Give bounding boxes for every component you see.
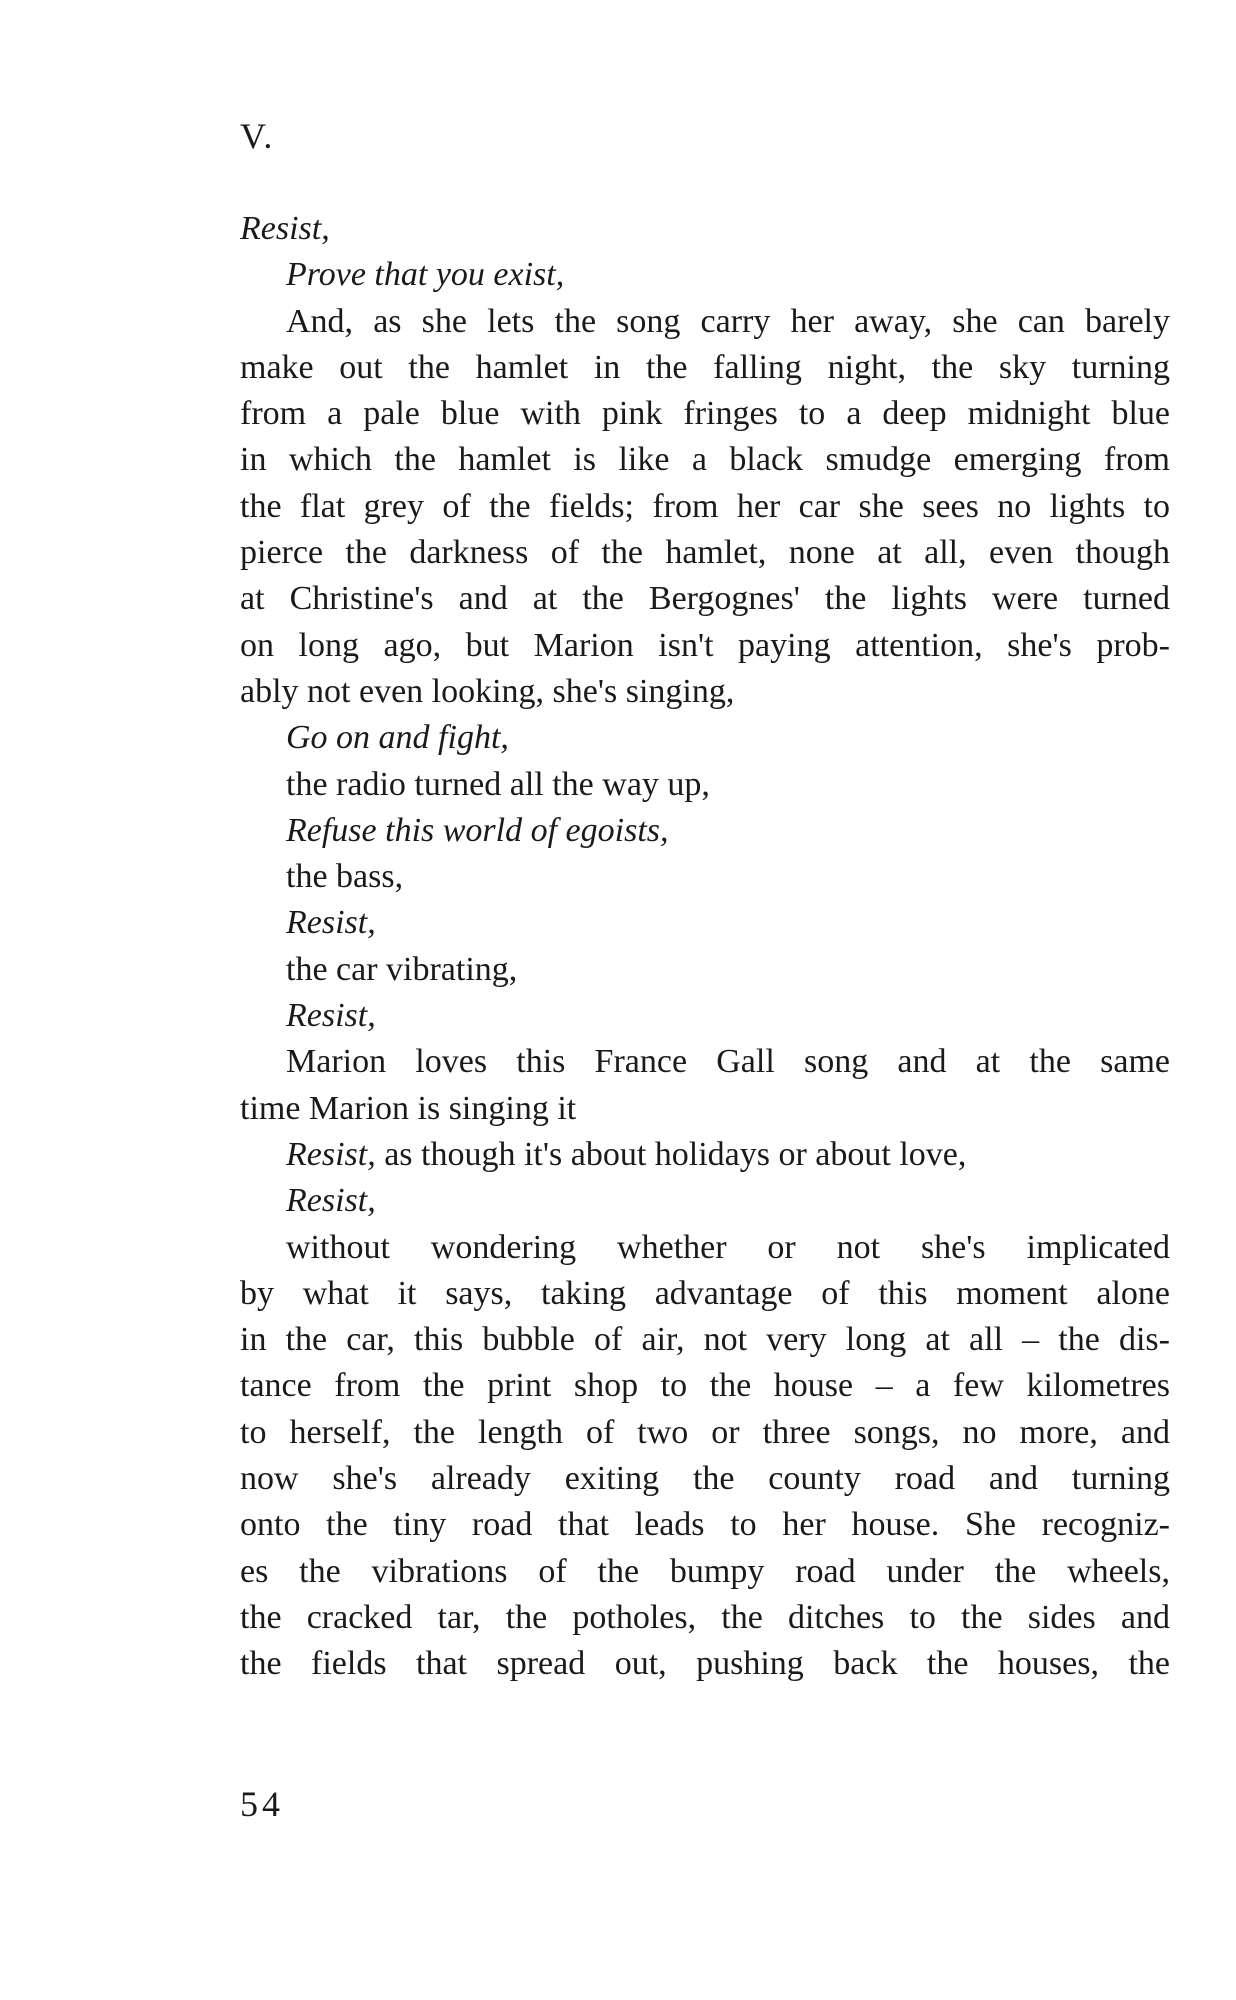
text-line: now she's already exiting the county road and turning <box>240 1460 1170 1498</box>
text-line: the radio turned all the way up, <box>286 765 710 803</box>
text-line: And, as she lets the song carry her away, she can barely <box>286 302 1170 340</box>
text-line: Resist, <box>286 1182 376 1220</box>
text-line: the flat grey of the fields; from her car she sees no lights to <box>240 487 1170 525</box>
page-number: 54 <box>240 1784 284 1824</box>
text-line: Prove that you exist, <box>286 256 565 294</box>
text-line: the car vibrating, <box>286 950 518 988</box>
text-line: in which the hamlet is like a black smudge emerging from <box>240 441 1170 479</box>
text-line: in the car, this bubble of air, not very long at all – the dis- <box>240 1321 1170 1359</box>
text-line: tance from the print shop to the house – a few kilometres <box>240 1367 1170 1405</box>
text-line: onto the tiny road that leads to her house. She recogniz- <box>240 1506 1170 1544</box>
text-line: without wondering whether or not she's implicated <box>286 1228 1170 1266</box>
text-line: es the vibrations of the bumpy road under the wheels, <box>240 1552 1170 1590</box>
text-fragment: as though it's about holidays or about love, <box>375 1135 967 1173</box>
text-line: ably not even looking, she's singing, <box>240 672 735 710</box>
text-line: the fields that spread out, pushing back the houses, the <box>240 1645 1170 1683</box>
text-line: to herself, the length of two or three songs, no more, and <box>240 1413 1170 1451</box>
text-line: Resist, <box>240 210 330 247</box>
text-line: Resist, <box>286 997 376 1035</box>
text-line: the bass, <box>286 858 404 896</box>
text-line: by what it says, taking advantage of this moment alone <box>240 1274 1170 1312</box>
text-line: pierce the darkness of the hamlet, none at all, even though <box>240 534 1170 572</box>
text-line: Marion loves this France Gall song and at the same <box>286 1043 1170 1081</box>
text-fragment: Resist, <box>286 1135 376 1173</box>
text-line: on long ago, but Marion isn't paying attention, she's prob- <box>240 626 1170 664</box>
text-line <box>240 1132 1170 1178</box>
text-line: the cracked tar, the potholes, the ditches to the sides and <box>240 1598 1170 1636</box>
section-number: V. <box>240 116 275 156</box>
text-line: Go on and fight, <box>286 719 509 757</box>
text-line: Refuse this world of egoists, <box>286 811 669 849</box>
text-line: from a pale blue with pink fringes to a deep midnight blue <box>240 395 1170 433</box>
text-line: time Marion is singing it <box>240 1089 577 1127</box>
text-line: at Christine's and at the Bergognes' the lights were turned <box>240 580 1170 618</box>
text-line: Resist, <box>286 904 376 942</box>
body-text <box>240 206 1170 1688</box>
text-line: make out the hamlet in the falling night, the sky turning <box>240 348 1170 386</box>
